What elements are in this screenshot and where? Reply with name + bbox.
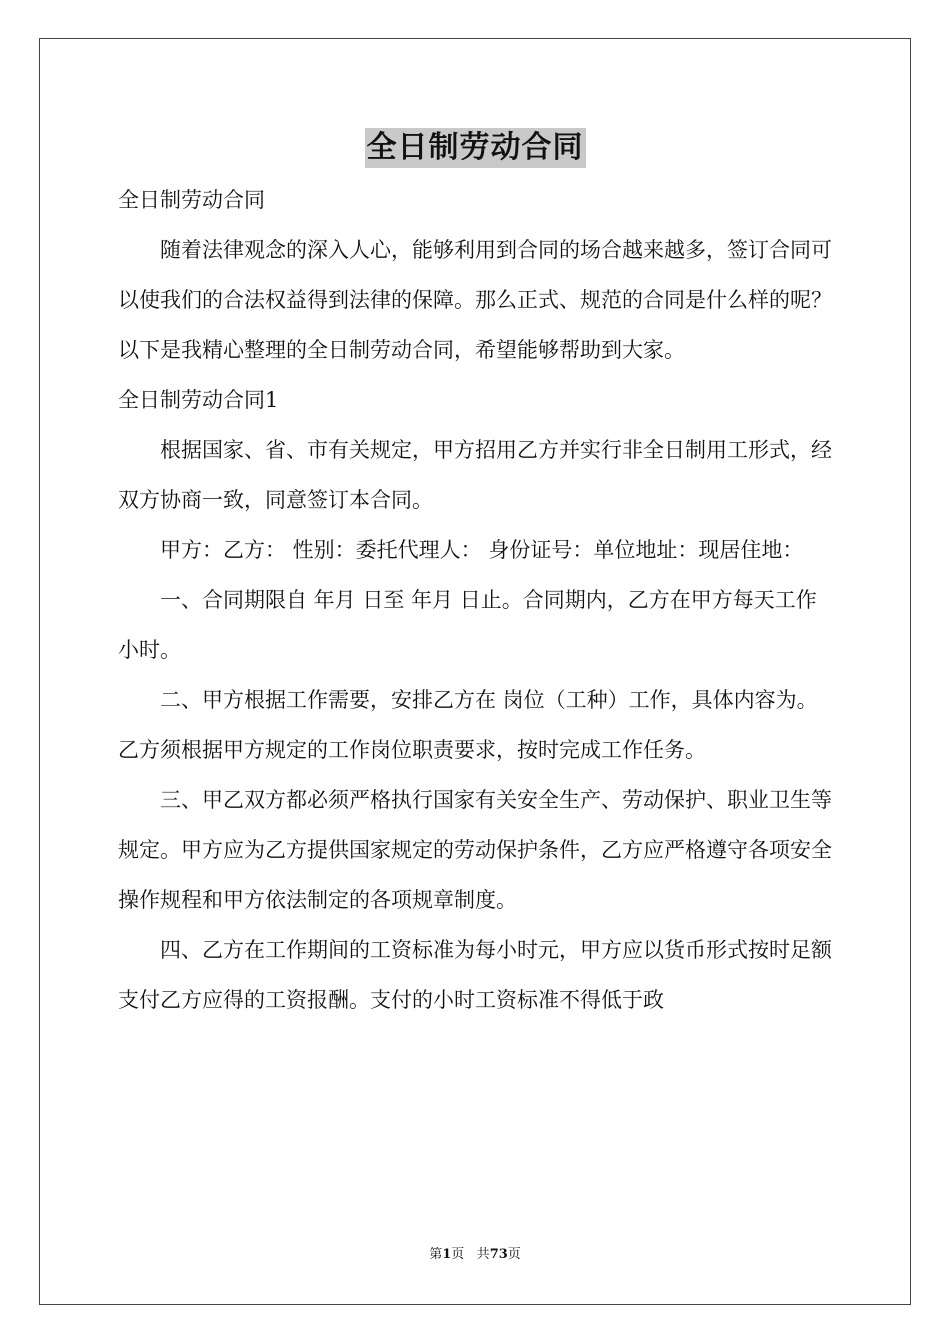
clause-paragraph: 一、合同期限自 年月 日至 年月 日止。合同期内，乙方在甲方每天工作 小时。 xyxy=(118,588,817,662)
total-pages: 73 xyxy=(489,1247,508,1262)
clause-paragraph: 四、乙方在工作期间的工资标准为每小时元，甲方应以货币形式按时足额支付乙方应得的工资报酬。支付的小时工资标准不得低于政 xyxy=(118,938,832,1012)
page-suffix: 页 xyxy=(451,1247,465,1262)
clause-paragraph: 三、甲乙双方都必须严格执行国家有关安全生产、劳动保护、职业卫生等规定。甲方应为乙方提供国家规定的劳动保护条件，乙方应严格遵守各项安全操作规程和甲方依法制定的各项规章制度。 xyxy=(118,788,832,912)
clause-paragraph: 二、甲方根据工作需要，安排乙方在 岗位（工种）工作，具体内容为。乙方须根据甲方规定的工作岗位职责要求，按时完成工作任务。 xyxy=(118,688,818,762)
page-prefix: 第 xyxy=(429,1247,443,1262)
total-suffix: 页 xyxy=(507,1247,521,1262)
document-title: 全日制劳动合同 xyxy=(365,128,586,168)
document-body xyxy=(118,175,834,1025)
section-heading: 全日制劳动合同1 xyxy=(118,388,279,412)
total-prefix: 共 xyxy=(476,1247,490,1262)
page-number: 1 xyxy=(442,1247,452,1262)
basis-paragraph: 根据国家、省、市有关规定，甲方招用乙方并实行非全日制用工形式，经双方协商一致，同意签订本合同。 xyxy=(118,438,832,512)
page-footer xyxy=(0,1245,950,1265)
title-container xyxy=(0,128,950,168)
document-subtitle: 全日制劳动合同 xyxy=(118,188,265,212)
intro-paragraph: 随着法律观念的深入人心，能够利用到合同的场合越来越多，签订合同可以使我们的合法权益得到法律的保障。那么正式、规范的合同是什么样的呢？以下是我精心整理的全日制劳动合同，希望能够帮助到大家。 xyxy=(118,238,832,362)
parties-paragraph: 甲方：乙方： 性别：委托代理人： 身份证号：单位地址：现居住地： xyxy=(160,538,804,562)
